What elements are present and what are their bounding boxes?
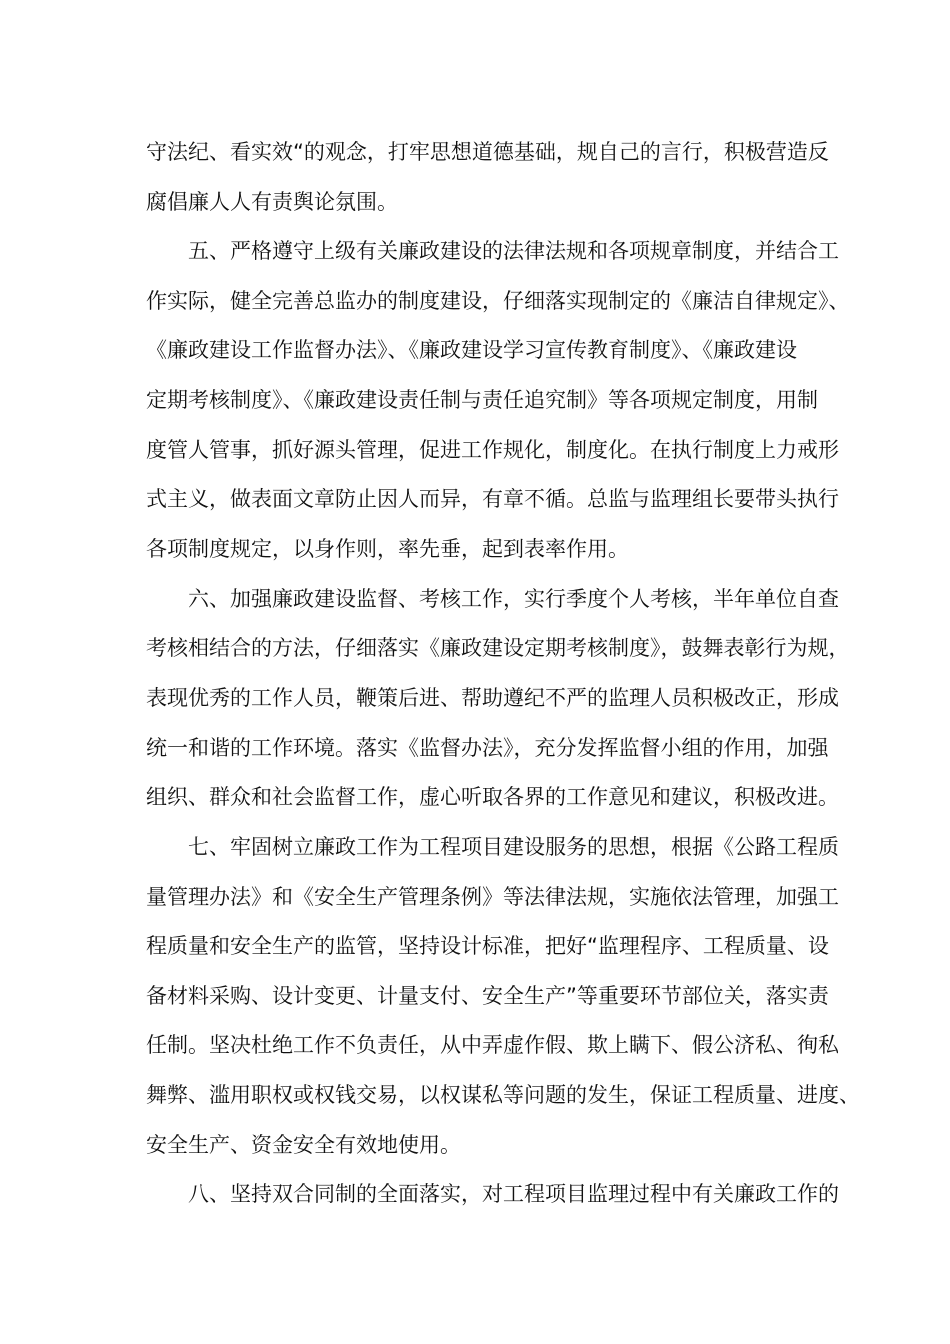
text-line: 安全生产、资金安全有效地使用。 [146,1133,461,1157]
text-line: 守法纪、看实效“的观念，打牢思想道德基础，规自己的言行，积极营造反 [146,140,829,164]
text-line: 《廉政建设工作监督办法》、《廉政建设学习宣传教育制度》、《廉政建设 [146,338,797,362]
text-line: 表现优秀的工作人员，鞭策后进、帮助遵纪不严的监理人员积极改正，形成 [146,686,839,710]
text-line: 度管人管事，抓好源头管理，促进工作规化，制度化。在执行制度上力戒形 [146,438,839,462]
text-line: 腐倡廉人人有责舆论氛围。 [146,190,398,214]
text-line: 统一和谐的工作环境。落实《监督办法》，充分发挥监督小组的作用，加强 [146,736,829,760]
paragraph-7-first-line: 七、牢固树立廉政工作为工程项目建设服务的思想，根据《公路工程质 [188,835,839,859]
text-line: 备材料采购、设计变更、计量支付、安全生产”等重要环节部位关，落实责 [146,984,829,1008]
text-line: 式主义，做表面文章防止因人而异，有章不循。总监与监理组长要带头执行 [146,487,839,511]
paragraph-5-first-line: 五、严格遵守上级有关廉政建设的法律法规和各项规章制度，并结合工 [188,239,839,263]
text-line: 量管理办法》和《安全生产管理条例》等法律法规，实施依法管理，加强工 [146,885,839,909]
text-line: 作实际，健全完善总监办的制度建设，仔细落实现制定的《廉洁自律规定》、 [146,289,850,313]
text-line: 各项制度规定，以身作则，率先垂，起到表率作用。 [146,537,629,561]
text-line: 任制。坚决杜绝工作不负责任，从中弄虚作假、欺上瞒下、假公济私、徇私 [146,1033,839,1057]
text-line: 程质量和安全生产的监管，坚持设计标准，把好“监理程序、工程质量、设 [146,934,829,958]
text-line: 舞弊、滥用职权或权钱交易，以权谋私等问题的发生，保证工程质量、进度、 [146,1083,860,1107]
text-line: 考核相结合的方法，仔细落实《廉政建设定期考核制度》，鼓舞表彰行为规， [146,636,850,660]
text-line: 定期考核制度》、《廉政建设责任制与责任追究制》等各项规定制度，用制 [146,388,818,412]
text-line: 组织、群众和社会监督工作，虚心听取各界的工作意见和建议，积极改进。 [146,785,839,809]
paragraph-6-first-line: 六、加强廉政建设监督、考核工作，实行季度个人考核，半年单位自查 [188,587,839,611]
paragraph-8-first-line: 八、坚持双合同制的全面落实，对工程项目监理过程中有关廉政工作的 [188,1182,839,1206]
